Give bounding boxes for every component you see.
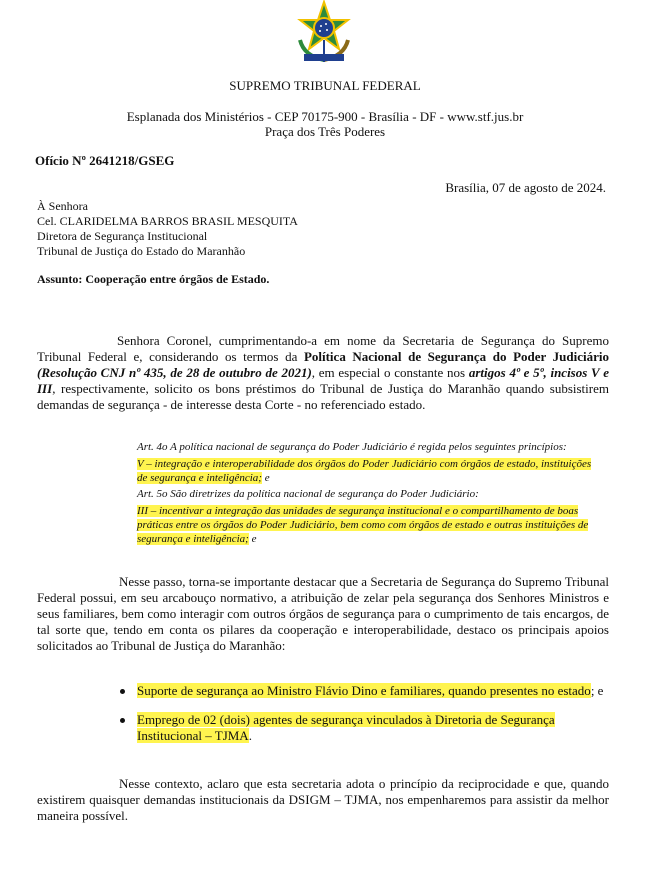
quote-art5-iii-line2: práticas entre os órgãos do Poder Judiciário, bem como com órgãos de estado e outras instituições de — [137, 519, 589, 531]
bullet-item-2-line1: Emprego de 02 (dois) agentes de segurança vinculados à Diretoria de Segurança — [137, 712, 555, 727]
letter-reference: Ofício Nº 2641218/GSEG — [35, 153, 175, 168]
quote-art5-suffix: e — [248, 533, 257, 545]
policy-name: Política Nacional de Segurança do Poder Judiciário — [303, 349, 609, 364]
quote-art5-iii-line3: segurança e inteligência; — [137, 533, 249, 545]
recipient-role: Diretora de Segurança Institucional — [37, 229, 208, 243]
bullet-item-2 — [137, 712, 617, 744]
bullet-marker-2 — [120, 718, 125, 723]
quote-art4-v-line1: V – integração e interoperabilidade dos órgãos do Poder Judiciário com órgãos de estado, instituições — [137, 458, 592, 470]
subject-line: Assunto: Cooperação entre órgãos de Estado. — [37, 272, 270, 286]
quote-art4: Art. 4o A política nacional de segurança do Poder Judiciário é regida pelos seguintes princípios: — [137, 441, 567, 453]
institution-title: SUPREMO TRIBUNAL FEDERAL — [229, 78, 421, 93]
bullet-marker-1 — [120, 689, 125, 694]
letter-date: Brasília, 07 de agosto de 2024. — [445, 180, 606, 195]
recipient-salutation: À Senhora — [37, 199, 88, 213]
paragraph-1-text-a: Senhora Coronel, cumprimentando-a em nome da Secretaria de Segurança do Supremo Tribunal Federal e, considerando os termos da — [37, 333, 609, 364]
bullet-item-1-suffix: ; e — [590, 683, 604, 698]
articles-reference: artigos 4º e 5º, incisos V e III — [37, 365, 609, 396]
quote-art5-iii-line1: III – incentivar a integração das unidades de segurança institucional e o compartilhamento de boas — [137, 505, 579, 517]
recipient-name: Cel. CLARIDELMA BARROS BRASIL MESQUITA — [37, 214, 298, 228]
paragraph-3: Nesse contexto, aclaro que esta secretaria adota o princípio da reciprocidade e que, quando existirem quaisquer demandas institucionais da DSIGM – TJMA, nos empenharemos para assistir da melhor maneira possível. — [37, 776, 609, 823]
bullet-item-2-suffix: . — [248, 728, 252, 743]
bullet-item-1-text: Suporte de segurança ao Ministro Flávio Dino e familiares, quando presentes no estado — [137, 683, 591, 698]
paragraph-1 — [37, 333, 609, 413]
resolution-reference: (Resolução CNJ nº 435, de 28 de outubro de 2021) — [37, 365, 312, 380]
coat-of-arms-emblem — [290, 0, 358, 64]
address-line-2: Praça dos Três Poderes — [264, 124, 386, 139]
quote-art4-v-line2: de segurança e inteligência; — [137, 472, 262, 484]
recipient-organization: Tribunal de Justiça do Estado do Maranhão — [37, 244, 246, 258]
address-line-1: Esplanada dos Ministérios - CEP 70175-900 - Brasília - DF - www.stf.jus.br — [126, 109, 524, 124]
legal-quote-block — [137, 440, 617, 546]
paragraph-1-text-c: , respectivamente, solicito os bons préstimos do Tribunal de Justiça do Maranhão quando subsistirem demandas de segurança - de interesse desta Corte - no referenciado estado. — [37, 381, 609, 412]
paragraph-2: Nesse passo, torna-se importante destacar que a Secretaria de Segurança do Supremo Tribunal Federal possui, em seu arcabouço normativo, a atribuição de zelar pela segurança dos Senhores Ministros e seus familiares, bem como interagir com outros órgãos de segurança para o cumprimento de tais encargos, de tal sorte que, tendo em conta os pilares da cooperação e interoperabilidade, destaco os principais apoios solicitados ao Tribunal de Justiça do Maranhão: — [37, 574, 609, 653]
quote-art4-suffix: e — [261, 472, 270, 484]
bullet-item-2-line2: Institucional – TJMA — [137, 728, 249, 743]
quote-art5: Art. 5o São diretrizes da política nacional de segurança do Poder Judiciário: — [137, 488, 479, 500]
paragraph-1-text-b: , em especial o constante nos — [311, 365, 469, 380]
bullet-item-1 — [137, 683, 617, 699]
recipient-block — [37, 199, 298, 259]
